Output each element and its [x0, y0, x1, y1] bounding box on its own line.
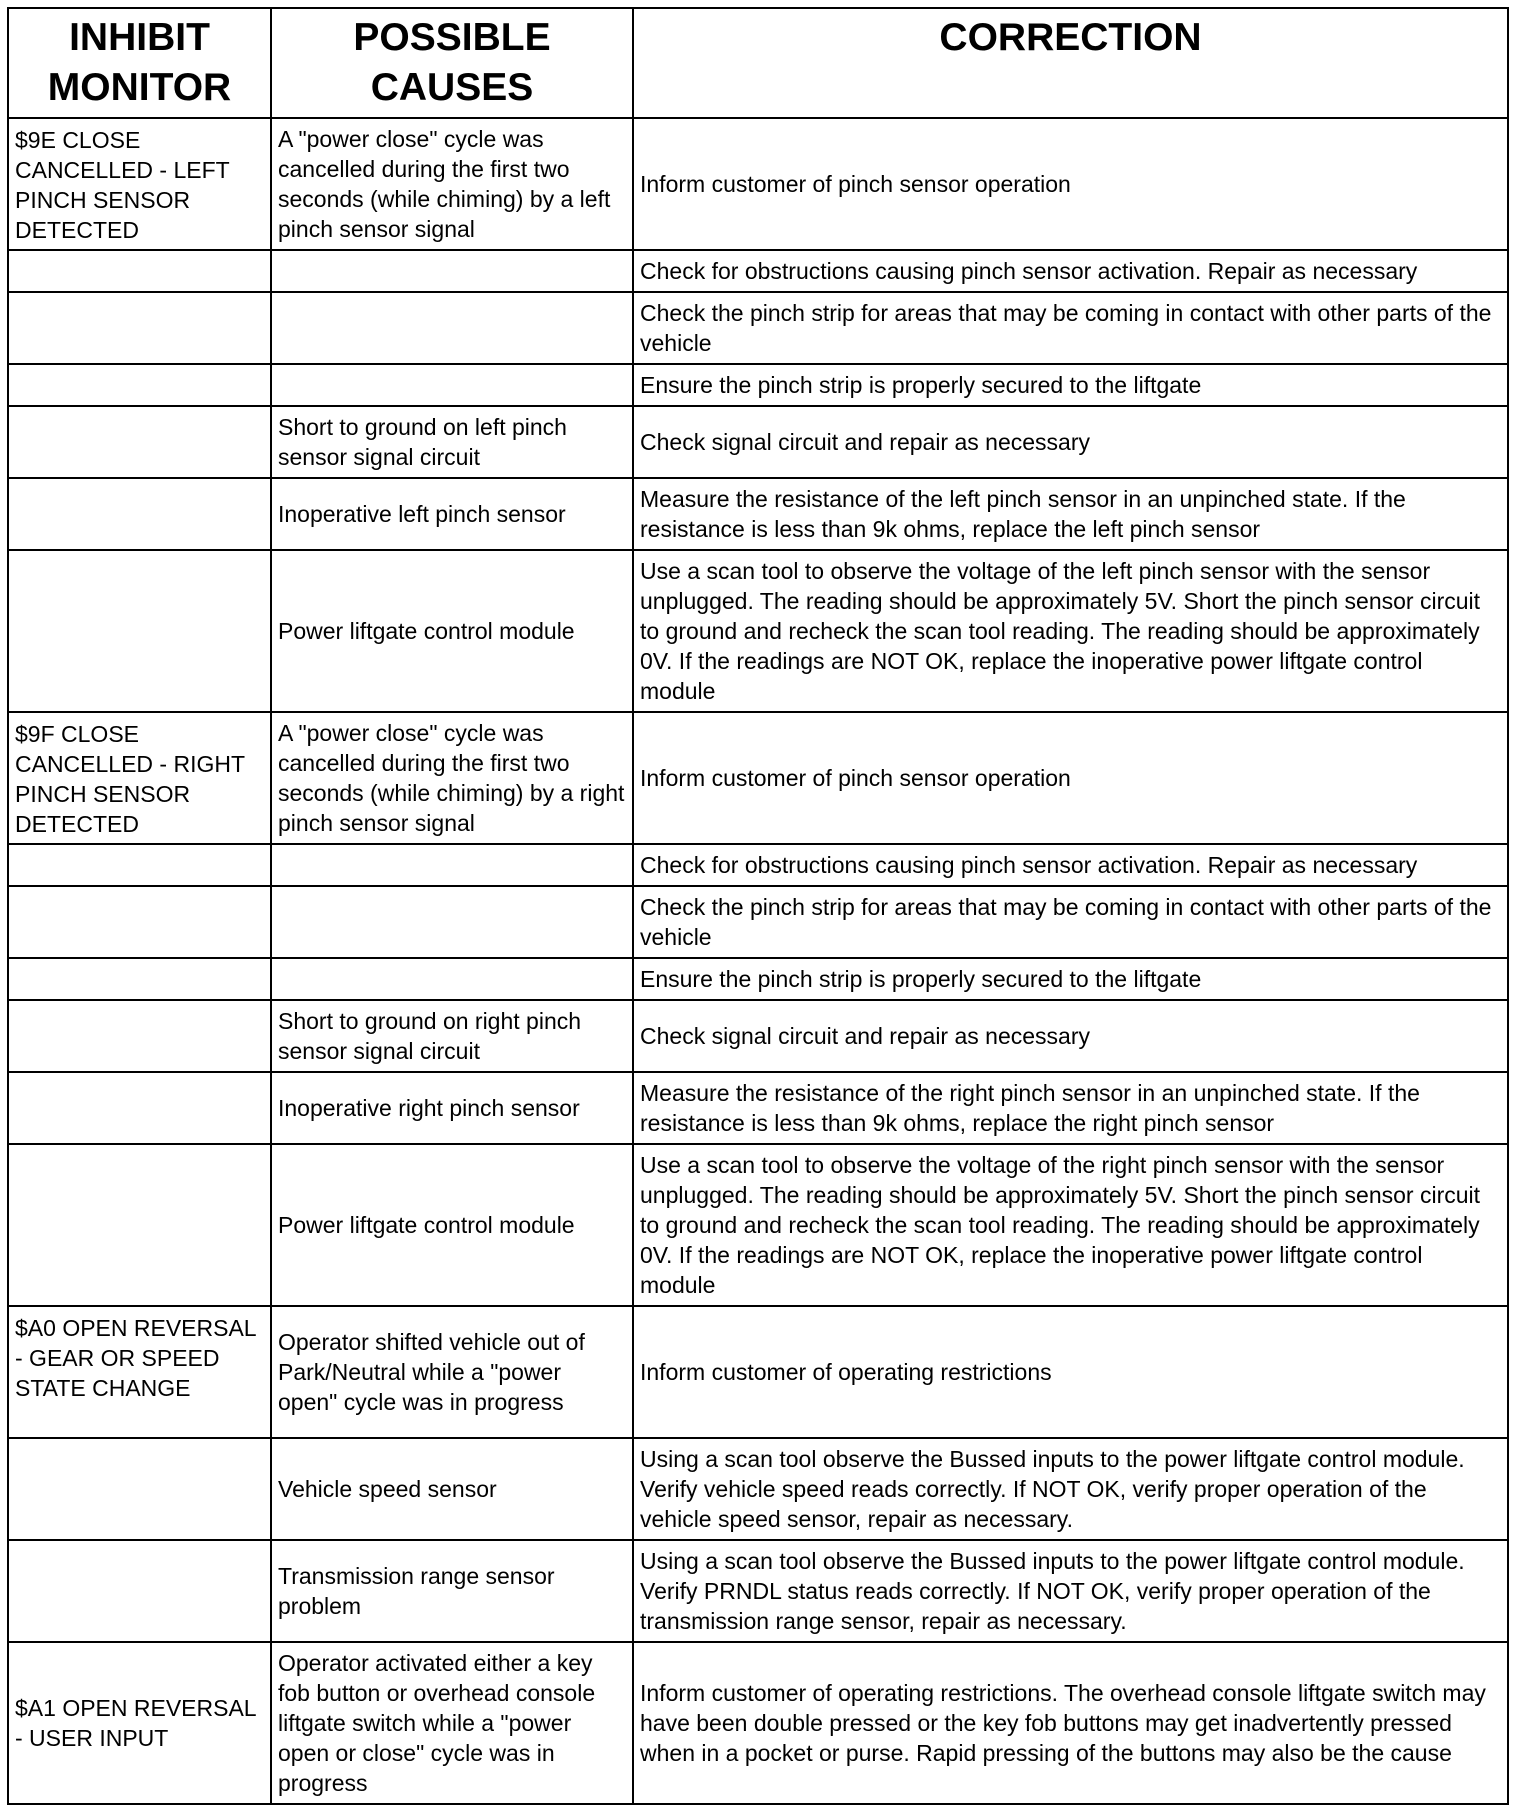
table-row	[8, 118, 1508, 250]
correction-cell: Check the pinch strip for areas that may be coming in contact with other parts of the vehicle	[633, 292, 1508, 364]
monitor-cell	[8, 406, 271, 478]
cause-cell: Inoperative right pinch sensor	[271, 1072, 633, 1144]
monitor-cell	[8, 1438, 271, 1540]
monitor-cell	[8, 364, 271, 406]
correction-cell: Measure the resistance of the left pinch sensor in an unpinched state. If the resistance is less than 9k ohms, replace the left pinch sensor	[633, 478, 1508, 550]
correction-cell: Using a scan tool observe the Bussed inputs to the power liftgate control module. Verify vehicle speed reads correctly. If NOT OK, verify proper operation of the vehicle speed sensor, repair as necessary.	[633, 1438, 1508, 1540]
monitor-cell	[8, 478, 271, 550]
table-row	[8, 1438, 1508, 1540]
cause-cell: Short to ground on right pinch sensor signal circuit	[271, 1000, 633, 1072]
cause-cell: Transmission range sensor problem	[271, 1540, 633, 1642]
cause-cell: Power liftgate control module	[271, 1144, 633, 1306]
monitor-cell: $9E CLOSE CANCELLED - LEFT PINCH SENSOR DETECTED	[8, 118, 271, 250]
correction-cell: Measure the resistance of the right pinch sensor in an unpinched state. If the resistance is less than 9k ohms, replace the right pinch sensor	[633, 1072, 1508, 1144]
cause-cell: Short to ground on left pinch sensor signal circuit	[271, 406, 633, 478]
header-possible-causes: POSSIBLE CAUSES	[271, 8, 633, 118]
correction-cell: Inform customer of pinch sensor operation	[633, 712, 1508, 844]
table-row	[8, 958, 1508, 1000]
inhibit-monitor-table	[7, 7, 1509, 1805]
cause-cell: A "power close" cycle was cancelled during the first two seconds (while chiming) by a right pinch sensor signal	[271, 712, 633, 844]
table-row	[8, 1144, 1508, 1306]
header-inhibit-monitor: INHIBIT MONITOR	[8, 8, 271, 118]
monitor-cell: $9F CLOSE CANCELLED - RIGHT PINCH SENSOR DETECTED	[8, 712, 271, 844]
correction-cell: Check signal circuit and repair as necessary	[633, 406, 1508, 478]
table-row	[8, 550, 1508, 712]
cause-cell	[271, 844, 633, 886]
monitor-cell	[8, 886, 271, 958]
correction-cell: Use a scan tool to observe the voltage of the right pinch sensor with the sensor unplugged. The reading should be approximately 5V. Short the pinch sensor circuit to ground and recheck the scan tool reading. The reading should be approximately 0V. If the readings are NOT OK, replace the inoperative power liftgate control module	[633, 1144, 1508, 1306]
table-row	[8, 1642, 1508, 1804]
table-row	[8, 1540, 1508, 1642]
monitor-cell	[8, 250, 271, 292]
correction-cell: Check signal circuit and repair as necessary	[633, 1000, 1508, 1072]
monitor-cell	[8, 550, 271, 712]
correction-cell: Use a scan tool to observe the voltage of the left pinch sensor with the sensor unplugged. The reading should be approximately 5V. Short the pinch sensor circuit to ground and recheck the scan tool reading. The reading should be approximately 0V. If the readings are NOT OK, replace the inoperative power liftgate control module	[633, 550, 1508, 712]
cause-cell: Inoperative left pinch sensor	[271, 478, 633, 550]
correction-cell: Ensure the pinch strip is properly secured to the liftgate	[633, 364, 1508, 406]
monitor-cell	[8, 958, 271, 1000]
table-row	[8, 844, 1508, 886]
table-row	[8, 250, 1508, 292]
monitor-cell	[8, 1144, 271, 1306]
correction-cell: Inform customer of operating restrictions. The overhead console liftgate switch may have been double pressed or the key fob buttons may get inadvertently pressed when in a pocket or purse. Rapid pressing of the buttons may also be the cause	[633, 1642, 1508, 1804]
table-row	[8, 478, 1508, 550]
correction-cell: Ensure the pinch strip is properly secured to the liftgate	[633, 958, 1508, 1000]
cause-cell	[271, 364, 633, 406]
cause-cell	[271, 958, 633, 1000]
monitor-cell: $A1 OPEN REVERSAL - USER INPUT	[8, 1642, 271, 1804]
correction-cell: Check the pinch strip for areas that may be coming in contact with other parts of the vehicle	[633, 886, 1508, 958]
monitor-cell: $A0 OPEN REVERSAL - GEAR OR SPEED STATE CHANGE	[8, 1306, 271, 1438]
table-row	[8, 1306, 1508, 1438]
header-row	[8, 8, 1508, 118]
cause-cell	[271, 886, 633, 958]
monitor-cell	[8, 1072, 271, 1144]
header-correction: CORRECTION	[633, 8, 1508, 118]
monitor-cell	[8, 1540, 271, 1642]
cause-cell: A "power close" cycle was cancelled during the first two seconds (while chiming) by a left pinch sensor signal	[271, 118, 633, 250]
monitor-cell	[8, 1000, 271, 1072]
table-row	[8, 1000, 1508, 1072]
cause-cell: Vehicle speed sensor	[271, 1438, 633, 1540]
table-row	[8, 1072, 1508, 1144]
table-row	[8, 364, 1508, 406]
correction-cell: Using a scan tool observe the Bussed inputs to the power liftgate control module. Verify PRNDL status reads correctly. If NOT OK, verify proper operation of the transmission range sensor, repair as necessary.	[633, 1540, 1508, 1642]
correction-cell: Inform customer of pinch sensor operation	[633, 118, 1508, 250]
table-row	[8, 712, 1508, 844]
cause-cell	[271, 250, 633, 292]
cause-cell: Operator shifted vehicle out of Park/Neutral while a "power open" cycle was in progress	[271, 1306, 633, 1438]
cause-cell: Operator activated either a key fob button or overhead console liftgate switch while a "power open or close" cycle was in progress	[271, 1642, 633, 1804]
correction-cell: Inform customer of operating restrictions	[633, 1306, 1508, 1438]
table-row	[8, 886, 1508, 958]
monitor-cell	[8, 844, 271, 886]
cause-cell	[271, 292, 633, 364]
table-row	[8, 292, 1508, 364]
correction-cell: Check for obstructions causing pinch sensor activation. Repair as necessary	[633, 844, 1508, 886]
correction-cell: Check for obstructions causing pinch sensor activation. Repair as necessary	[633, 250, 1508, 292]
monitor-cell	[8, 292, 271, 364]
table-row	[8, 406, 1508, 478]
cause-cell: Power liftgate control module	[271, 550, 633, 712]
